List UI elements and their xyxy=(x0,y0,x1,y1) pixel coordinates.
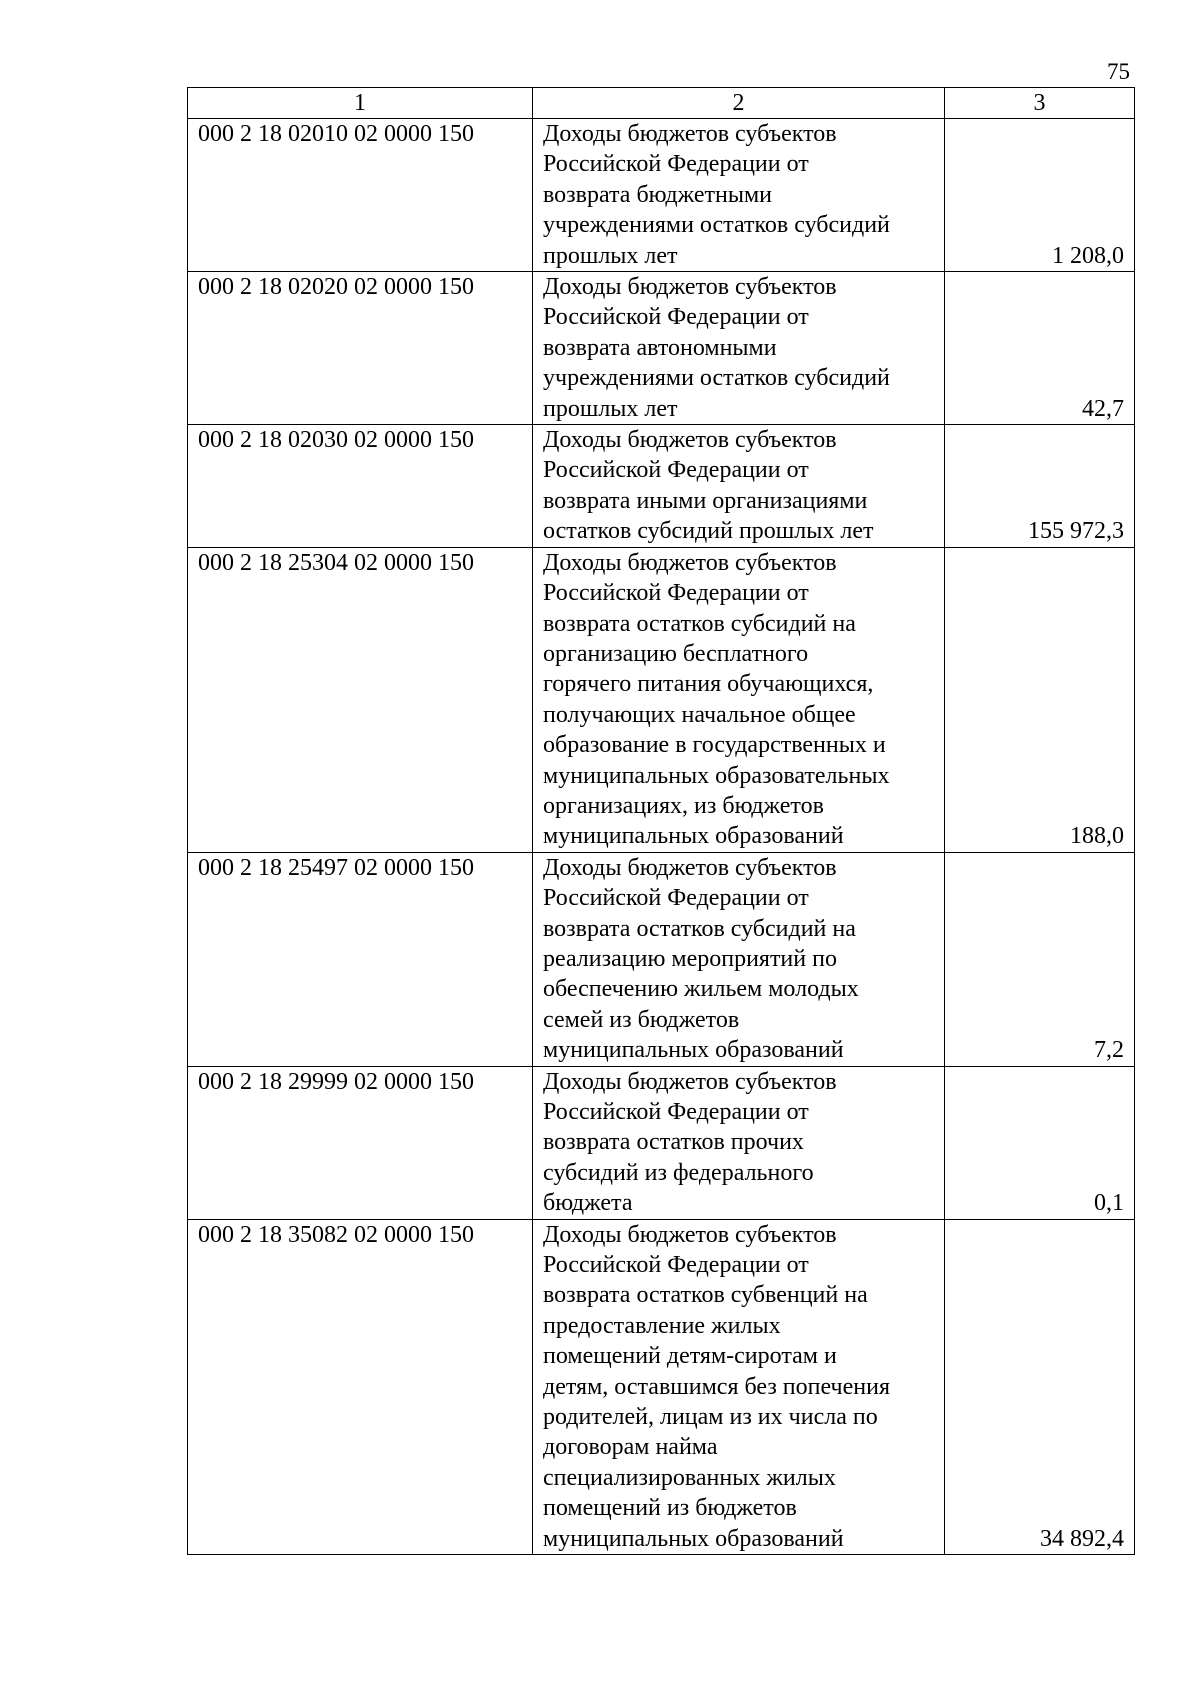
amount-cell: 7,2 xyxy=(945,852,1135,1066)
description-cell: Доходы бюджетов субъектов Российской Федерации от возврата остатков субсидий на организацию бесплатного горячего питания обучающихся, получающих начальное общее образование в государственных и муниципальных образовательных организациях, из бюджетов муниципальных образований xyxy=(533,547,945,852)
table-body xyxy=(188,119,1135,1555)
amount-cell: 188,0 xyxy=(945,547,1135,852)
column-header-3: 3 xyxy=(945,88,1135,119)
table-row xyxy=(188,547,1135,852)
table-row xyxy=(188,852,1135,1066)
budget-code-cell: 000 2 18 25304 02 0000 150 xyxy=(188,547,533,852)
table-row xyxy=(188,1219,1135,1554)
budget-table xyxy=(187,87,1135,1555)
table-row xyxy=(188,425,1135,548)
description-cell: Доходы бюджетов субъектов Российской Федерации от возврата иными организациями остатков субсидий прошлых лет xyxy=(533,425,945,548)
amount-cell: 34 892,4 xyxy=(945,1219,1135,1554)
column-header-2: 2 xyxy=(533,88,945,119)
budget-code-cell: 000 2 18 35082 02 0000 150 xyxy=(188,1219,533,1554)
amount-cell: 1 208,0 xyxy=(945,119,1135,272)
amount-cell: 155 972,3 xyxy=(945,425,1135,548)
table-row xyxy=(188,1066,1135,1219)
column-header-1: 1 xyxy=(188,88,533,119)
page-number: 75 xyxy=(1107,59,1130,84)
amount-cell: 0,1 xyxy=(945,1066,1135,1219)
description-cell: Доходы бюджетов субъектов Российской Федерации от возврата остатков субсидий на реализацию мероприятий по обеспечению жильем молодых семей из бюджетов муниципальных образований xyxy=(533,852,945,1066)
table-row xyxy=(188,119,1135,272)
table-row xyxy=(188,272,1135,425)
budget-code-cell: 000 2 18 25497 02 0000 150 xyxy=(188,852,533,1066)
table-header xyxy=(188,88,1135,119)
description-cell: Доходы бюджетов субъектов Российской Федерации от возврата остатков прочих субсидий из федерального бюджета xyxy=(533,1066,945,1219)
description-cell: Доходы бюджетов субъектов Российской Федерации от возврата бюджетными учреждениями остатков субсидий прошлых лет xyxy=(533,119,945,272)
description-cell: Доходы бюджетов субъектов Российской Федерации от возврата остатков субвенций на предоставление жилых помещений детям-сиротам и детям, оставшимся без попечения родителей, лицам из их числа по договорам найма специализированных жилых помещений из бюджетов муниципальных образований xyxy=(533,1219,945,1554)
budget-code-cell: 000 2 18 29999 02 0000 150 xyxy=(188,1066,533,1219)
amount-cell: 42,7 xyxy=(945,272,1135,425)
description-cell: Доходы бюджетов субъектов Российской Федерации от возврата автономными учреждениями остатков субсидий прошлых лет xyxy=(533,272,945,425)
budget-code-cell: 000 2 18 02030 02 0000 150 xyxy=(188,425,533,548)
header-row xyxy=(188,88,1135,119)
budget-code-cell: 000 2 18 02020 02 0000 150 xyxy=(188,272,533,425)
budget-code-cell: 000 2 18 02010 02 0000 150 xyxy=(188,119,533,272)
